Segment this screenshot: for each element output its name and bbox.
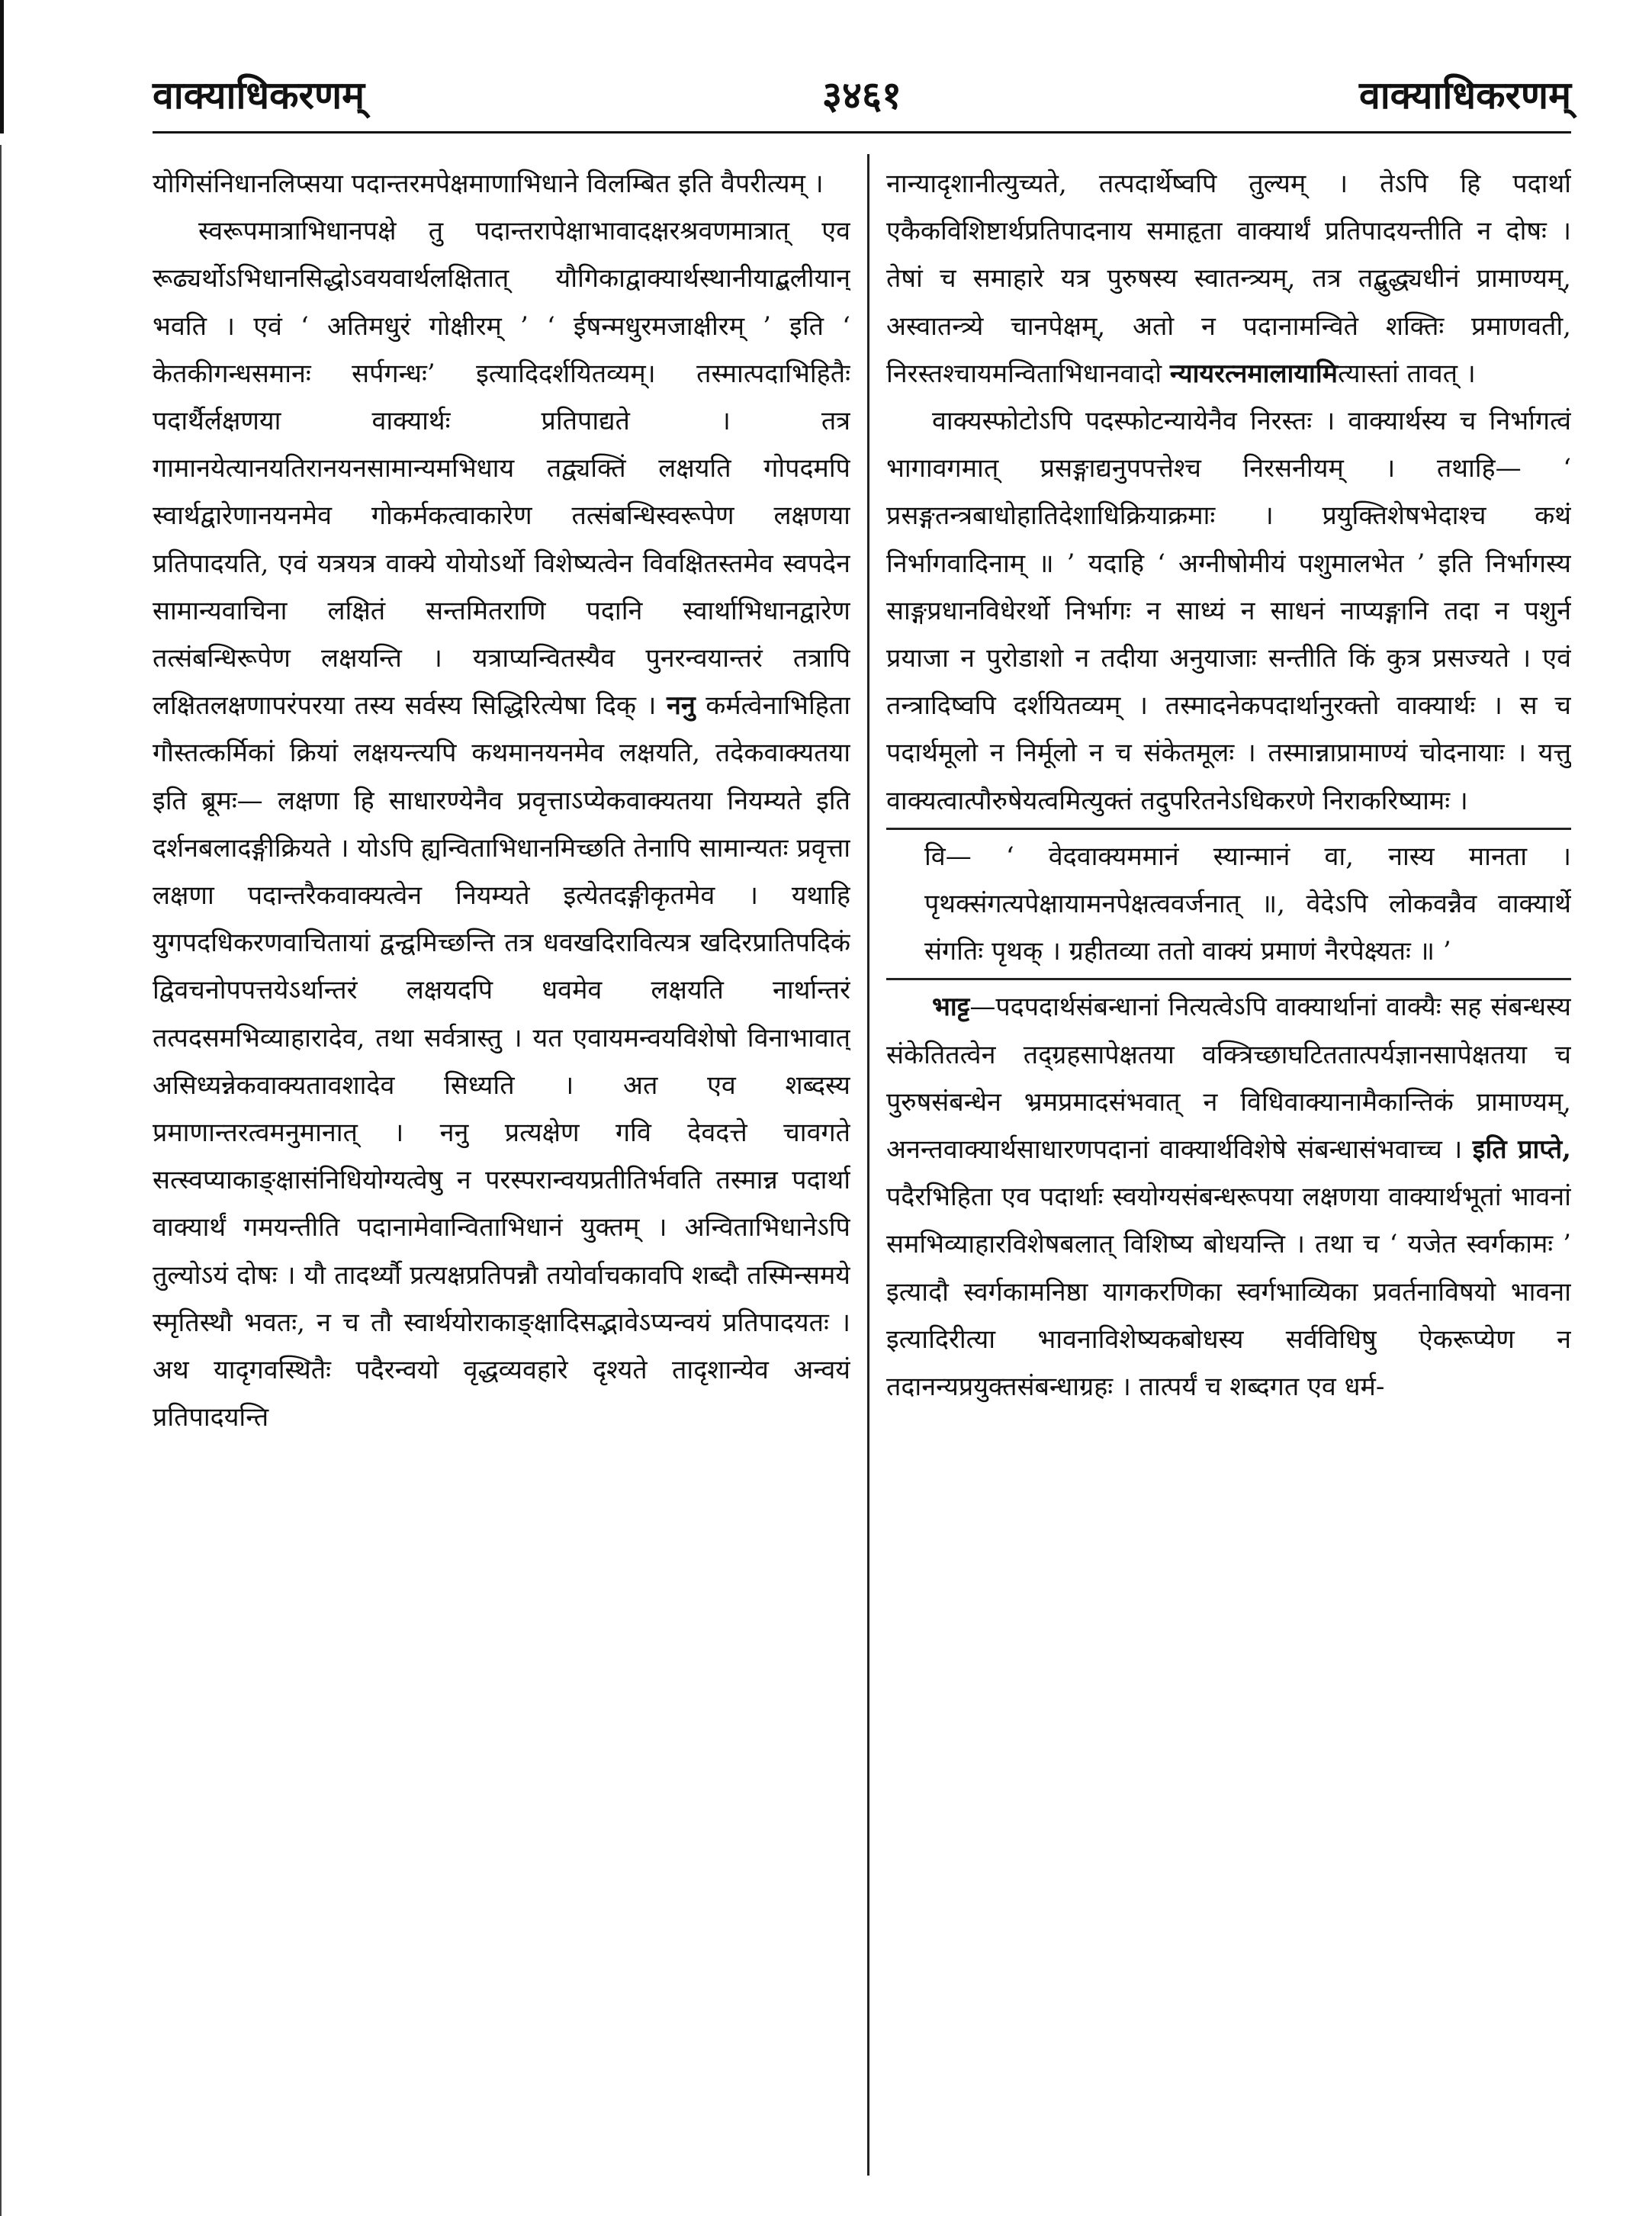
running-header — [153, 65, 1571, 126]
scan-edge-line — [0, 145, 2, 2216]
paragraph: नान्यादृशानीत्युच्यते, तत्पदार्थेष्वपि तुल्यम् । तेऽपि हि पदार्था एकैकविशिष्टार्थप्रतिपादनाय समाहृता वाक्यार्थं प्रतिपादयन्तीति न दोषः । तेषां च समाहारे यत्र पुरुषस्य स्वातन्त्र्यम्, तत्र तद्बुद्ध्यधीनं प्रामाण्यम्, अस्वातन्त्र्ये चानपेक्षम्, अतो न पदानामन्विते शक्तिः प्रमाणवती, निरस्तश्चायमन्विताभिधानवादो न्यायरत्नमालायामित्यास्तां तावत् । — [886, 169, 1571, 389]
left-column — [153, 160, 850, 2182]
paragraph: वाक्यस्फोटोऽपि पदस्फोटन्यायेनैव निरस्तः । वाक्यार्थस्य च निर्भागत्वं भागावगमात् प्रसङ्गाद्यनुपपत्तेश्च निरसनीयम् । तथाहि— ‘ प्रसङ्गतन्त्रबाधोहातिदेशाधिक्रियाक्रमाः । प्रयुक्तिशेषभेदाश्च कथं निर्भागवादिनाम् ॥ ’ यदाहि ‘ अग्नीषोमीयं पशुमालभेत ’ इति निर्भागस्य साङ्गप्रधानविधेरर्थो निर्भागः न साध्यं न साधनं नाप्यङ्गानि तदा न पशुर्न प्रयाजा न पुरोडाशो न तदीया अनुयाजाः सन्तीति किं कुत्र प्रसज्यते । एवं तन्त्रादिष्वपि दर्शयितव्यम् । तस्मादनेकपदार्थानुरक्तो वाक्यार्थः । स च पदार्थमूलो न निर्मूलो न च संकेतमूलः । तस्मान्नाप्रामाण्यं चोदनायाः । यत्तु वाक्यत्वात्पौरुषेयत्वमित्युक्तं तदुपरितनेऽधिकरणे निराकरिष्यामः । — [886, 406, 1571, 816]
right-column — [886, 160, 1571, 2182]
scan-edge-mark — [0, 0, 4, 133]
bold-lead: भाट्ट — [932, 992, 970, 1023]
paragraph: भाट्ट—पदपदार्थसंबन्धानां नित्यत्वेऽपि वाक्यार्थानां वाक्यैः सह संबन्धस्य संकेतितत्वेन तद्ग्रहसापेक्षतया वक्त्रिच्छाघटिततात्पर्यज्ञानसापेक्षतया च पुरुषसंबन्धेन भ्रमप्रमादसंभवात् न विधिवाक्यानामैकान्तिकं प्रामाण्यम्, अनन्तवाक्यार्थसाधारणपदानां वाक्यार्थविशेषे संबन्धासंभवाच्च । इति प्राप्ते, पदैरभिहिता एव पदार्थाः स्वयोग्यसंबन्धरूपया लक्षणया वाक्यार्थभूतां भावनां समभिव्याहारविशेषबलात् विशिष्य बोधयन्ति । तथा च ‘ यजेत स्वर्गकामः ’ इत्यादौ स्वर्गकामनिष्ठा यागकरणिका स्वर्गभाव्यिका प्रवर्तनाविषयो भावना इत्यादिरीत्या भावनाविशेष्यकबोधस्य सर्वविधिषु ऐकरूप्येण न तदानन्यप्रयुक्तसंबन्धाग्रहः । तात्पर्यं च शब्दगत एव धर्म- — [886, 992, 1571, 1403]
column-divider — [867, 154, 869, 2176]
header-left-title: वाक्याधिकरणम् — [153, 72, 365, 117]
bold-lead: ननु — [666, 690, 696, 722]
header-right-title: वाक्याधिकरणम् — [1358, 72, 1571, 117]
section-rule — [886, 828, 1571, 830]
bold-phrase: इति प्राप्ते, — [1472, 1134, 1571, 1166]
section-rule — [886, 978, 1571, 980]
bold-citation: न्यायरत्नमालायामि — [1169, 358, 1338, 389]
page-number: ३४६१ — [822, 72, 902, 117]
paragraph: योगिसंनिधानलिप्सया पदान्तरमपेक्षमाणाभिधाने विलम्बित इति वैपरीत्यम् । — [153, 169, 824, 199]
verse-paragraph: वि— ‘ वेदवाक्यममानं स्यान्मानं वा, नास्य मानता । पृथक्संगत्यपेक्षायामनपेक्षत्ववर्जनात् ॥, वेदेऽपि लोकवन्नैव वाक्यार्थे संगतिः पृथक् । ग्रहीतव्या ततो वाक्यं प्रमाणं नैरपेक्ष्यतः ॥ ’ — [924, 841, 1571, 967]
header-rule — [153, 131, 1571, 133]
paragraph: स्वरूपमात्राभिधानपक्षे तु पदान्तरापेक्षाभावादक्षरश्रवणमात्रात् एव रूढ्यर्थोऽभिधानसिद्धोऽवयवार्थलक्षितात् यौगिकाद्वाक्यार्थस्थानीयाद्बलीयान् भवति । एवं ‘ अतिमधुरं गोक्षीरम् ’ ‘ ईषन्मधुरमजाक्षीरम् ’ इति ‘ केतकीगन्धसमानः सर्पगन्धः’ इत्यादिदर्शयितव्यम्। तस्मात्पदाभिहितैः पदार्थैर्लक्षणया वाक्यार्थः प्रतिपाद्यते । तत्र गामानयेत्यानयतिरानयनसामान्यमभिधाय तद्व्यक्तिं लक्षयति गोपदमपि स्वार्थद्वारेणानयनमेव गोकर्मकत्वाकारेण तत्संबन्धिस्वरूपेण लक्षणया प्रतिपादयति, एवं यत्रयत्र वाक्ये योयोऽर्थो विशेष्यत्वेन विवक्षितस्तमेव स्वपदेन सामान्यवाचिना लक्षितं सन्तमितराणि पदानि स्वार्थाभिधानद्वारेण तत्संबन्धिरूपेण लक्षयन्ति । यत्राप्यन्वितस्यैव पुनरन्वयान्तरं तत्रापि लक्षितलक्षणापरंपरया तस्य सर्वस्य सिद्धिरित्येषा दिक् । ननु कर्मत्वेनाभिहिता गौस्तत्कर्मिकां क्रियां लक्षयन्त्यपि कथमानयनमेव लक्षयति, तदेकवाक्यतया इति ब्रूमः— लक्षणा हि साधारण्येनैव प्रवृत्ताऽप्येकवाक्यतया नियम्यते इति दर्शनबलादङ्गीक्रियते । योऽपि ह्यन्विताभिधानमिच्छति तेनापि सामान्यतः प्रवृत्ता लक्षणा पदान्तरैकवाक्यत्वेन नियम्यते इत्येतदङ्गीकृतमेव । यथाहि युगपदधिकरणवाचितायां द्वन्द्वमिच्छन्ति तत्र धवखदिरावित्यत्र खदिरप्रातिपदिकं द्विवचनोपपत्तयेऽर्थान्तरं लक्षयदपि धवमेव लक्षयति नार्थान्तरं तत्पदसमभिव्याहारादेव, तथा सर्वत्रास्तु । यत एवायमन्वयविशेषो विनाभावात् असिध्यन्नेकवाक्यतावशादेव सिध्यति । अत एव शब्दस्य प्रमाणान्तरत्वमनुमानात् । ननु प्रत्यक्षेण गवि देवदत्ते चावगते सत्स्वप्याकाङ्क्षासंनिधियोग्यत्वेषु न परस्परान्वयप्रतीतिर्भवति तस्मान्न पदार्था वाक्यार्थं गमयन्तीति पदानामेवान्विताभिधानं युक्तम् । अन्विताभिधानेऽपि तुल्योऽयं दोषः । यौ तादर्थ्यौ प्रत्यक्षप्रतिपन्नौ तयोर्वाचकावपि शब्दौ तस्मिन्समये स्मृतिस्थौ भवतः, न च तौ स्वार्थयोराकाङ्क्षादिसद्भावेऽप्यन्वयं प्रतिपादयतः । अथ यादृगवस्थितैः पदैरन्वयो वृद्धव्यवहारे दृश्यते तादृशान्येव अन्वयं प्रतिपादयन्ति — [153, 216, 850, 1433]
